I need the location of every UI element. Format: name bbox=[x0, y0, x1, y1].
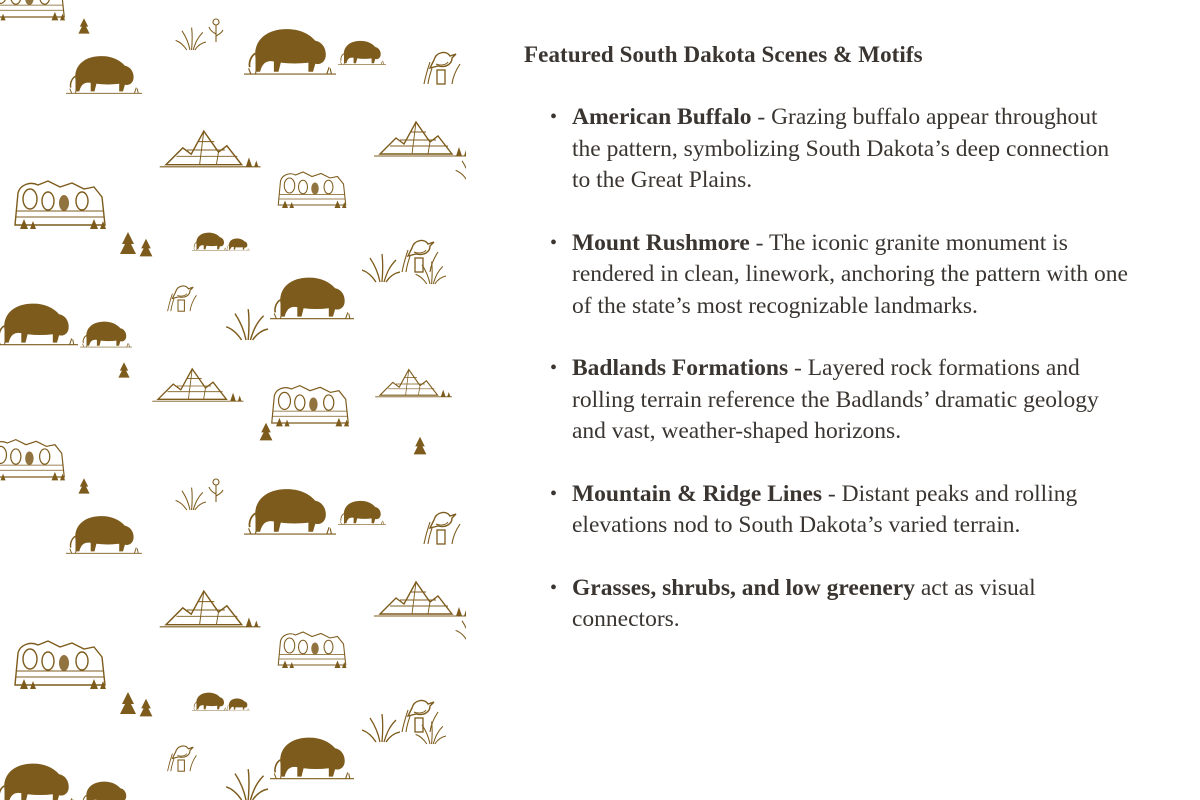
list-item-american-buffalo bbox=[550, 102, 1132, 197]
buffalo-icon bbox=[244, 29, 336, 74]
motif-term: American Buffalo bbox=[572, 104, 752, 130]
meadowlark-icon bbox=[402, 241, 438, 272]
buffalo-icon bbox=[270, 278, 354, 319]
badlands-icon bbox=[374, 122, 466, 156]
grass-icon bbox=[456, 618, 466, 640]
bullet-icon: • bbox=[550, 576, 558, 599]
grass-icon bbox=[226, 769, 268, 800]
buffalo-icon bbox=[192, 233, 228, 251]
badlands-icon bbox=[152, 369, 243, 401]
buffalo-icon bbox=[192, 693, 228, 711]
grass-icon bbox=[362, 254, 400, 282]
grass-icon bbox=[456, 158, 466, 180]
pine-tree-icon bbox=[78, 18, 89, 33]
motif-description: Distant peaks and rolling elevations nod to South Dakota’s varied terrain. bbox=[572, 480, 1078, 538]
mount-rushmore-icon bbox=[15, 641, 106, 689]
motif-term: Badlands Formations bbox=[572, 355, 789, 381]
mount-rushmore-icon bbox=[0, 0, 65, 20]
motif-term: Grasses, shrubs, and low greenery bbox=[572, 574, 915, 601]
motif-list bbox=[524, 102, 1164, 636]
bullet-icon: • bbox=[550, 482, 558, 505]
badlands-icon bbox=[160, 591, 261, 627]
buffalo-icon bbox=[66, 516, 142, 553]
badlands-icon bbox=[374, 582, 466, 616]
pine-tree-icon bbox=[118, 362, 129, 377]
motif-description: Grazing buffalo appear throughout the pattern, symbolizing South Dakota’s deep connection to the Great Plains. bbox=[572, 104, 1110, 193]
grass-icon bbox=[362, 714, 400, 742]
pine-tree-icon bbox=[140, 699, 153, 717]
toile-pattern-illustration bbox=[0, 0, 466, 800]
wildflower-icon bbox=[209, 19, 223, 42]
buffalo-icon bbox=[0, 304, 78, 345]
motif-term: Mount Rushmore bbox=[572, 229, 750, 256]
meadowlark-icon bbox=[402, 701, 438, 732]
pine-tree-icon bbox=[120, 692, 136, 714]
bullet-icon: • bbox=[550, 231, 558, 254]
meadowlark-icon bbox=[424, 513, 460, 544]
pine-tree-icon bbox=[120, 232, 136, 254]
mount-rushmore-icon bbox=[278, 632, 346, 668]
buffalo-icon bbox=[80, 782, 132, 800]
term-separator: - bbox=[749, 229, 769, 256]
buffalo-icon bbox=[226, 238, 250, 250]
bullet-icon: • bbox=[550, 357, 558, 379]
mount-rushmore-icon bbox=[272, 386, 349, 427]
meadowlark-icon bbox=[424, 53, 460, 84]
pine-tree-icon bbox=[140, 239, 153, 257]
motif-description: The iconic granite monument is rendered in clean, linework, anchoring the pattern with one of the state’s most recognizable landmarks. bbox=[572, 229, 1128, 319]
grass-icon bbox=[416, 722, 446, 744]
term-separator: - bbox=[751, 104, 772, 130]
term-separator: - bbox=[822, 480, 842, 507]
toile-pattern-panel bbox=[0, 0, 466, 800]
pine-tree-icon bbox=[78, 478, 89, 493]
badlands-icon bbox=[160, 131, 261, 167]
badlands-icon bbox=[375, 370, 452, 397]
buffalo-icon bbox=[270, 738, 354, 779]
mount-rushmore-icon bbox=[15, 181, 106, 229]
pine-tree-icon bbox=[414, 437, 427, 455]
term-separator: - bbox=[788, 355, 808, 381]
buffalo-icon bbox=[338, 501, 386, 524]
mount-rushmore-icon bbox=[0, 440, 65, 481]
list-item-badlands-formations bbox=[550, 353, 1132, 448]
buffalo-icon bbox=[226, 698, 250, 710]
list-item-grasses-shrubs bbox=[550, 573, 1132, 636]
motif-description-panel bbox=[524, 42, 1164, 667]
grass-icon bbox=[226, 309, 268, 340]
buffalo-icon bbox=[0, 764, 78, 800]
meadowlark-icon bbox=[168, 746, 197, 771]
list-item-mount-rushmore bbox=[550, 228, 1132, 323]
buffalo-icon bbox=[338, 41, 386, 64]
pine-tree-icon bbox=[260, 423, 273, 441]
buffalo-icon bbox=[66, 56, 142, 93]
buffalo-icon bbox=[244, 489, 336, 534]
page-title: Featured South Dakota Scenes & Motifs bbox=[524, 42, 923, 67]
wildflower-icon bbox=[209, 479, 223, 502]
grass-icon bbox=[176, 28, 206, 50]
meadowlark-icon bbox=[168, 286, 197, 311]
motif-description: act as visual connectors. bbox=[572, 574, 1036, 632]
grass-icon bbox=[176, 488, 206, 510]
motif-description: Layered rock formations and rolling terrain reference the Badlands’ dramatic geology and vast, weather-shaped horizons. bbox=[572, 355, 1099, 444]
buffalo-icon bbox=[80, 322, 132, 347]
motif-term: Mountain & Ridge Lines bbox=[572, 480, 823, 507]
grass-icon bbox=[416, 262, 446, 284]
list-item-mountain-ridge-lines bbox=[550, 479, 1132, 542]
mount-rushmore-icon bbox=[278, 172, 346, 208]
bullet-icon: • bbox=[550, 106, 558, 128]
